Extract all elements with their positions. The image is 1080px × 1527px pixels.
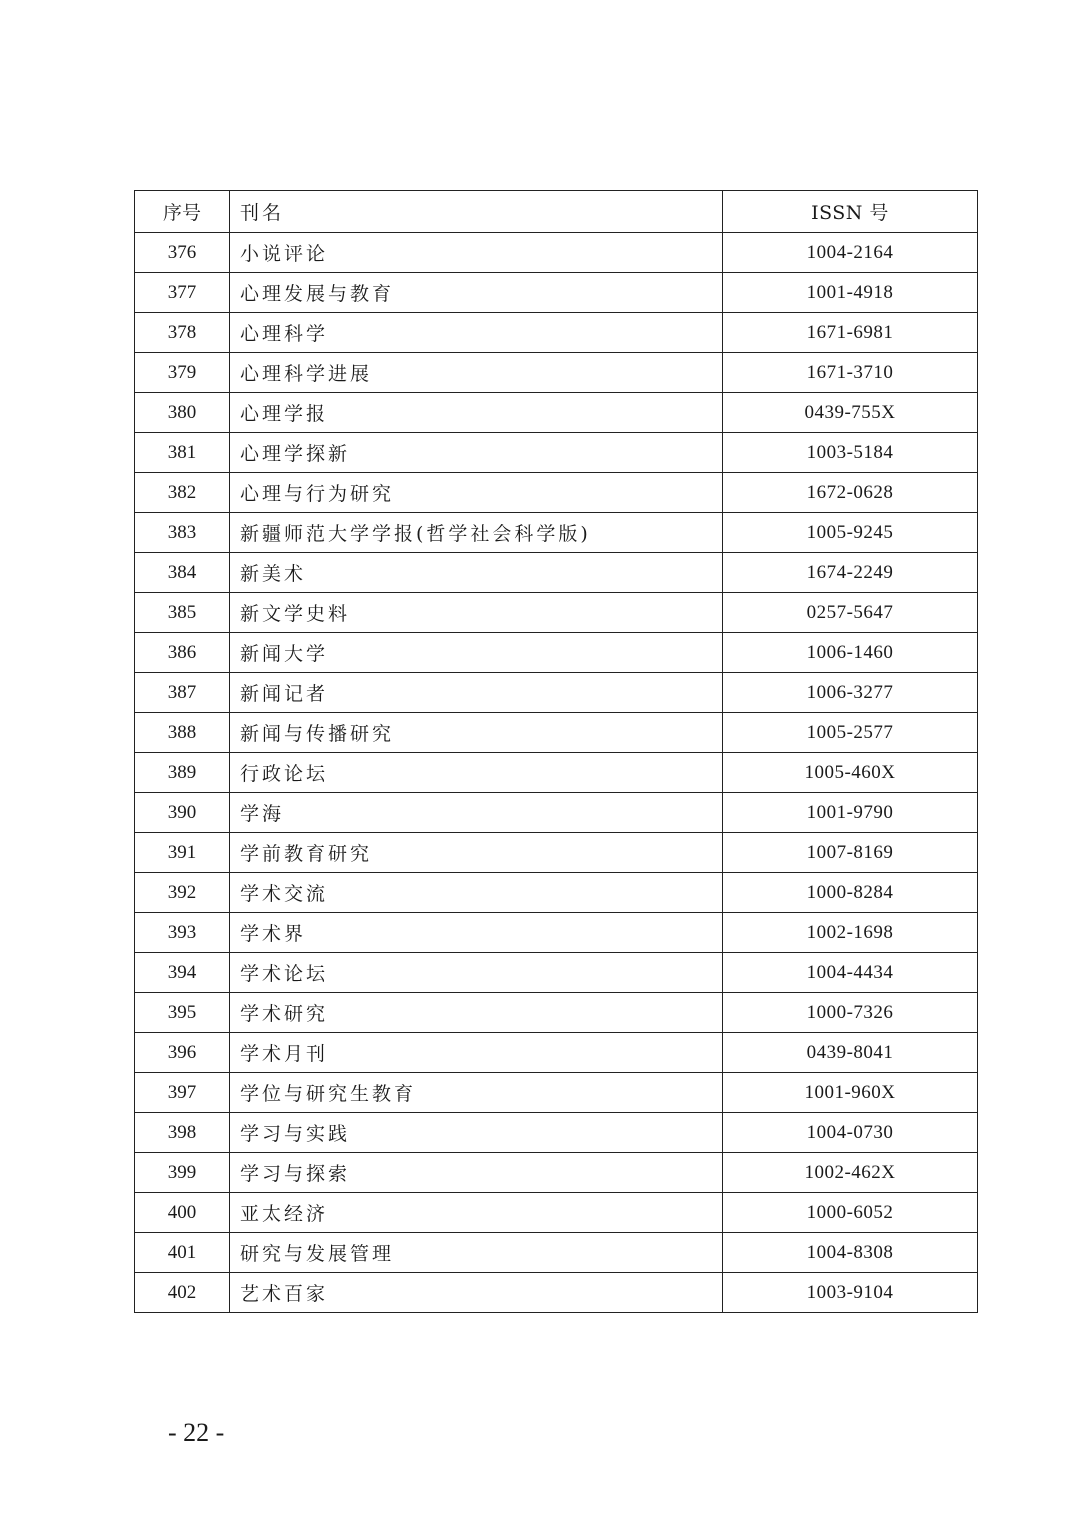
issn-cell: 1005-2577 <box>723 713 978 753</box>
journal-name-cell: 学术界 <box>230 913 723 953</box>
journal-name-cell: 行政论坛 <box>230 753 723 793</box>
table-row <box>135 393 978 433</box>
serial-number-cell: 385 <box>135 593 230 633</box>
journal-name-cell: 学术交流 <box>230 873 723 913</box>
issn-cell: 1004-8308 <box>723 1233 978 1273</box>
issn-cell: 1671-3710 <box>723 353 978 393</box>
issn-cell: 1006-1460 <box>723 633 978 673</box>
table-row <box>135 753 978 793</box>
journal-name-cell: 学海 <box>230 793 723 833</box>
issn-cell: 1672-0628 <box>723 473 978 513</box>
page-number: - 22 - <box>168 1418 225 1447</box>
issn-cell: 1007-8169 <box>723 833 978 873</box>
serial-number-cell: 379 <box>135 353 230 393</box>
serial-number-cell: 396 <box>135 1033 230 1073</box>
serial-number-cell: 388 <box>135 713 230 753</box>
serial-number-cell: 389 <box>135 753 230 793</box>
journal-name-cell: 心理发展与教育 <box>230 273 723 313</box>
journal-name-cell: 新美术 <box>230 553 723 593</box>
table-row <box>135 1113 978 1153</box>
issn-cell: 1004-0730 <box>723 1113 978 1153</box>
serial-number-cell: 378 <box>135 313 230 353</box>
issn-cell: 1005-460X <box>723 753 978 793</box>
table-row <box>135 353 978 393</box>
serial-number-cell: 392 <box>135 873 230 913</box>
issn-cell: 1001-4918 <box>723 273 978 313</box>
issn-cell: 1001-960X <box>723 1073 978 1113</box>
table-row <box>135 793 978 833</box>
table-row <box>135 233 978 273</box>
issn-cell: 1003-9104 <box>723 1273 978 1313</box>
table-row <box>135 1273 978 1313</box>
table-row <box>135 593 978 633</box>
table-row <box>135 913 978 953</box>
journal-name-cell: 亚太经济 <box>230 1193 723 1233</box>
journal-name-cell: 学术研究 <box>230 993 723 1033</box>
serial-number-cell: 398 <box>135 1113 230 1153</box>
table-row <box>135 513 978 553</box>
serial-number-cell: 382 <box>135 473 230 513</box>
serial-number-cell: 390 <box>135 793 230 833</box>
issn-cell: 1005-9245 <box>723 513 978 553</box>
header-row <box>135 191 978 233</box>
table-row <box>135 1193 978 1233</box>
serial-number-cell: 401 <box>135 1233 230 1273</box>
table-row <box>135 873 978 913</box>
table-row <box>135 1033 978 1073</box>
table-row <box>135 1073 978 1113</box>
table-row <box>135 833 978 873</box>
journal-name-cell: 学术月刊 <box>230 1033 723 1073</box>
issn-cell: 1004-4434 <box>723 953 978 993</box>
journal-name-cell: 学习与探索 <box>230 1153 723 1193</box>
journal-name-cell: 新闻记者 <box>230 673 723 713</box>
table-row <box>135 1233 978 1273</box>
issn-cell: 1001-9790 <box>723 793 978 833</box>
serial-number-cell: 399 <box>135 1153 230 1193</box>
issn-cell: 1000-6052 <box>723 1193 978 1233</box>
journal-name-cell: 新闻大学 <box>230 633 723 673</box>
serial-number-cell: 376 <box>135 233 230 273</box>
table-row <box>135 713 978 753</box>
header-issn: ISSN 号 <box>723 191 978 233</box>
serial-number-cell: 393 <box>135 913 230 953</box>
journal-name-cell: 心理学探新 <box>230 433 723 473</box>
table-row <box>135 633 978 673</box>
journal-name-cell: 学前教育研究 <box>230 833 723 873</box>
issn-cell: 1674-2249 <box>723 553 978 593</box>
issn-cell: 0439-8041 <box>723 1033 978 1073</box>
table-row <box>135 273 978 313</box>
header-serial-number: 序号 <box>135 191 230 233</box>
issn-cell: 1004-2164 <box>723 233 978 273</box>
serial-number-cell: 386 <box>135 633 230 673</box>
serial-number-cell: 402 <box>135 1273 230 1313</box>
journal-name-cell: 新疆师范大学学报(哲学社会科学版) <box>230 513 723 553</box>
journal-name-cell: 学习与实践 <box>230 1113 723 1153</box>
journal-name-cell: 新闻与传播研究 <box>230 713 723 753</box>
serial-number-cell: 400 <box>135 1193 230 1233</box>
table-row <box>135 993 978 1033</box>
journal-name-cell: 心理学报 <box>230 393 723 433</box>
table-row <box>135 953 978 993</box>
serial-number-cell: 377 <box>135 273 230 313</box>
issn-cell: 0257-5647 <box>723 593 978 633</box>
journal-name-cell: 艺术百家 <box>230 1273 723 1313</box>
issn-cell: 1006-3277 <box>723 673 978 713</box>
journal-name-cell: 研究与发展管理 <box>230 1233 723 1273</box>
journal-name-cell: 心理科学进展 <box>230 353 723 393</box>
issn-cell: 1002-462X <box>723 1153 978 1193</box>
serial-number-cell: 387 <box>135 673 230 713</box>
issn-cell: 0439-755X <box>723 393 978 433</box>
table-header <box>135 191 978 233</box>
issn-cell: 1000-7326 <box>723 993 978 1033</box>
journal-table <box>134 190 978 1313</box>
issn-cell: 1003-5184 <box>723 433 978 473</box>
table-body <box>135 233 978 1313</box>
issn-cell: 1000-8284 <box>723 873 978 913</box>
serial-number-cell: 384 <box>135 553 230 593</box>
journal-name-cell: 新文学史料 <box>230 593 723 633</box>
serial-number-cell: 397 <box>135 1073 230 1113</box>
table-row <box>135 553 978 593</box>
journal-name-cell: 心理科学 <box>230 313 723 353</box>
table-row <box>135 1153 978 1193</box>
journal-name-cell: 学术论坛 <box>230 953 723 993</box>
serial-number-cell: 395 <box>135 993 230 1033</box>
serial-number-cell: 391 <box>135 833 230 873</box>
table-row <box>135 473 978 513</box>
journal-name-cell: 学位与研究生教育 <box>230 1073 723 1113</box>
journal-name-cell: 小说评论 <box>230 233 723 273</box>
table-row <box>135 673 978 713</box>
table-row <box>135 433 978 473</box>
serial-number-cell: 380 <box>135 393 230 433</box>
issn-cell: 1002-1698 <box>723 913 978 953</box>
issn-cell: 1671-6981 <box>723 313 978 353</box>
journal-name-cell: 心理与行为研究 <box>230 473 723 513</box>
serial-number-cell: 383 <box>135 513 230 553</box>
table-row <box>135 313 978 353</box>
serial-number-cell: 381 <box>135 433 230 473</box>
header-journal-name: 刊名 <box>230 191 723 233</box>
serial-number-cell: 394 <box>135 953 230 993</box>
